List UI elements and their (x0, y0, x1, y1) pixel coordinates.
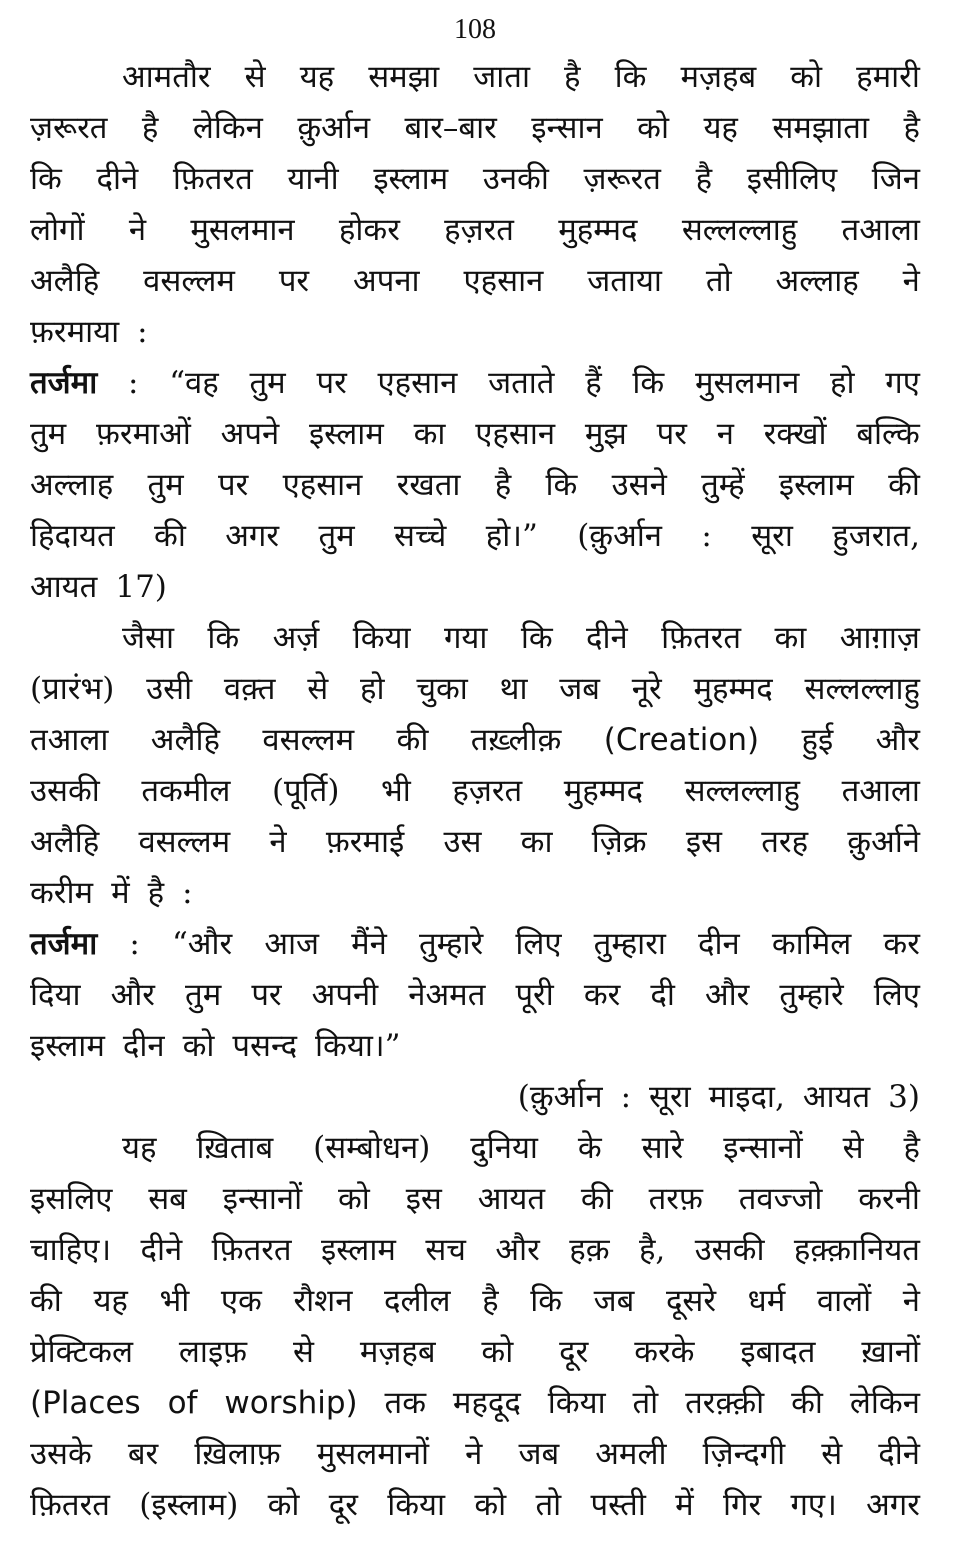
word: सूरा (751, 518, 793, 554)
word: है (494, 467, 512, 503)
word: कि (30, 161, 62, 197)
word: यह (122, 1130, 157, 1166)
word: इन्सानों (222, 1181, 303, 1217)
word: सच्चे (394, 518, 447, 554)
word: : (129, 926, 140, 962)
word: जताते (488, 365, 555, 401)
word: मुझ (584, 416, 627, 452)
word: महदूद (452, 1385, 521, 1421)
word: फ़ितरत (211, 1232, 292, 1268)
word: ने (269, 824, 287, 860)
word: तवज्जो (738, 1181, 823, 1217)
word: एहसान (377, 365, 458, 401)
word: फ़ितरत (172, 161, 253, 197)
page-number: 108 (454, 14, 496, 45)
word: को (637, 110, 669, 146)
word: उसकी (30, 773, 100, 809)
word: ख़िलाफ़ (194, 1436, 281, 1472)
word: रक्खों (763, 416, 827, 452)
word: इसीलिए (746, 161, 838, 197)
word: धर्म (747, 1283, 786, 1319)
word: की (791, 1385, 823, 1421)
word: है, (638, 1232, 666, 1268)
word: फ़रमाई (325, 824, 405, 860)
word: तो (705, 263, 732, 299)
word: से (292, 1334, 314, 1370)
word: फ़रमाओं (96, 416, 191, 452)
text-line (30, 919, 920, 970)
word: मैंने (351, 926, 387, 962)
word: के (577, 1130, 602, 1166)
word: की (30, 1283, 62, 1319)
word: होकर (338, 212, 400, 248)
word: अर्ज़ (272, 620, 320, 656)
word: अलैहि (30, 824, 100, 860)
word: हज़रत (444, 212, 514, 248)
word: उनकी (482, 161, 549, 197)
word: उसके (30, 1436, 92, 1472)
page-body-text (30, 52, 920, 1531)
word: तर्जमा (30, 365, 98, 401)
word: है (903, 1130, 920, 1166)
word: तुम्हें (701, 467, 745, 503)
word: लाइफ़ (178, 1334, 248, 1370)
word: पूरी (515, 977, 554, 1013)
word: दी (650, 977, 675, 1013)
word: किया (547, 1385, 606, 1421)
word: सल्लल्लाहु (684, 773, 801, 809)
text-line (30, 307, 920, 358)
word: अलैहि (150, 722, 220, 758)
word: कि (530, 1283, 563, 1319)
word: की (396, 722, 429, 758)
text-line (30, 52, 920, 103)
word: यह (299, 59, 335, 95)
word: हुजरात, (832, 518, 920, 554)
word: सल्लल्लाहु (681, 212, 798, 248)
word: एहसान (282, 467, 363, 503)
word: लोगों (30, 212, 85, 248)
word: मुसलमान (190, 212, 295, 248)
word: कि (614, 59, 647, 95)
word: तआला (841, 212, 920, 248)
word: अल्लाह (30, 467, 114, 503)
word: भी (159, 1283, 190, 1319)
word: तुम (249, 365, 286, 401)
word: (प्रारंभ) (30, 671, 115, 707)
text-line (30, 715, 920, 766)
word: हज़रत (452, 773, 523, 809)
text-line (30, 613, 920, 664)
word: तो (535, 1487, 562, 1523)
word: 17) (115, 569, 167, 605)
word: अमली (595, 1436, 667, 1472)
word: अपने (220, 416, 280, 452)
word: दीने (96, 161, 139, 197)
word: किया (352, 620, 411, 656)
text-line (30, 562, 920, 613)
word: करके (634, 1334, 695, 1370)
word: हक़ (569, 1232, 610, 1268)
word: इस्लाम (30, 1028, 105, 1064)
word: तुम (30, 416, 67, 452)
word: अपनी (311, 977, 379, 1013)
word: है (564, 59, 581, 95)
text-line (30, 256, 920, 307)
word: और (495, 1232, 540, 1268)
word: ख़ानों (861, 1334, 920, 1370)
word: था (499, 671, 528, 707)
word: उसकी (694, 1232, 765, 1268)
word: हो (830, 365, 855, 401)
word: : (182, 875, 193, 911)
text-line (30, 1225, 920, 1276)
word: हैं (585, 365, 602, 401)
word: अल्लाह (775, 263, 859, 299)
word: मुसलमानों (316, 1436, 430, 1472)
word: को (481, 1334, 514, 1370)
word: तर्जमा (30, 926, 98, 962)
word: “वह (169, 365, 219, 401)
text-line (30, 409, 920, 460)
word: दीने (878, 1436, 920, 1472)
word: आयत (802, 1079, 871, 1115)
word: माइदा, (708, 1079, 785, 1115)
word: किया।” (315, 1028, 401, 1064)
word: तक (384, 1385, 427, 1421)
word: यानी (287, 161, 339, 197)
word: किया (387, 1487, 446, 1523)
word: इन्सान (531, 110, 603, 146)
word: : (620, 1079, 632, 1115)
word: तुम्हारे (419, 926, 484, 962)
word: मुहम्मद (563, 773, 644, 809)
word: को (790, 59, 823, 95)
word: तुम (318, 518, 355, 554)
word: ज़रूरत (583, 161, 661, 197)
word: आज (264, 926, 320, 962)
word: न (716, 416, 734, 452)
word: करनी (858, 1181, 920, 1217)
word: ज़िन्दगी (702, 1436, 786, 1472)
word: अगर (866, 1487, 920, 1523)
word: फ़ितरत (661, 620, 742, 656)
word: तुम्हारा (593, 926, 666, 962)
word: (क़ुर्आन (577, 518, 662, 554)
word: लेकिन (849, 1385, 920, 1421)
word: जब (518, 1436, 560, 1472)
word: चाहिए। (30, 1232, 112, 1268)
text-line (30, 868, 920, 919)
word: फ़ितरत (30, 1487, 110, 1523)
word: कि (207, 620, 240, 656)
word: of (167, 1385, 198, 1421)
word: की (154, 518, 186, 554)
document-page (30, 8, 920, 1531)
word: है (695, 161, 713, 197)
word: में (111, 875, 130, 911)
word: उसी (146, 671, 193, 707)
word: उसने (611, 467, 667, 503)
word: नेअमत (408, 977, 486, 1013)
text-line (30, 817, 920, 868)
word: है (147, 875, 165, 911)
word: और (110, 977, 155, 1013)
word: ने (902, 263, 920, 299)
word: से (244, 59, 266, 95)
word: इस्लाम (778, 467, 854, 503)
word: कि (632, 365, 665, 401)
word: ने (465, 1436, 483, 1472)
word: (Creation) (603, 722, 760, 758)
word: सारे (641, 1130, 684, 1166)
word: अपना (353, 263, 420, 299)
word: आयत (477, 1181, 546, 1217)
word: हिदायत (30, 518, 115, 554)
word: ख़िताब (196, 1130, 274, 1166)
word: तआला (841, 773, 920, 809)
word: सच (425, 1232, 466, 1268)
word: अगर (225, 518, 280, 554)
word: एहसान (475, 416, 556, 452)
word: सल्लल्लाहु (804, 671, 920, 707)
word: में (675, 1487, 694, 1523)
word: कामिल (771, 926, 852, 962)
word: दूर (328, 1487, 358, 1523)
word: लिए (515, 926, 562, 962)
word: तख़्लीक़ (470, 722, 562, 758)
word: आग़ाज़ (839, 620, 920, 656)
word: ने (902, 1283, 920, 1319)
word: है (482, 1283, 499, 1319)
word: जब (593, 1283, 635, 1319)
word: पर (218, 467, 249, 503)
word: हुई (801, 722, 834, 758)
word: ज़रूरत (30, 110, 108, 146)
word: समझा (368, 59, 440, 95)
word: पस्ती (590, 1487, 646, 1523)
word: जैसा (122, 620, 174, 656)
word: नूरे (631, 671, 662, 707)
word: दुनिया (470, 1130, 538, 1166)
word: कि (520, 620, 553, 656)
word: बल्कि (856, 416, 920, 452)
word: गए (885, 365, 920, 401)
word: “और (171, 926, 233, 962)
word: चुका (416, 671, 468, 707)
text-line (30, 1174, 920, 1225)
word: हो।” (485, 518, 538, 554)
word: कि (545, 467, 578, 503)
word: लेकिन (192, 110, 263, 146)
text-line (30, 1276, 920, 1327)
word: तरफ़ (648, 1181, 703, 1217)
word: क़ुर्आन (297, 110, 371, 146)
text-line (30, 154, 920, 205)
word: रौशन (293, 1283, 353, 1319)
text-line (30, 1123, 920, 1174)
word: पर (251, 977, 282, 1013)
word: क़ुर्आने (847, 824, 920, 860)
word: वसल्लम (138, 824, 231, 860)
word: का (774, 620, 807, 656)
word: दूसरे (665, 1283, 717, 1319)
word: आयत (30, 569, 98, 605)
word: इन्सानों (723, 1130, 803, 1166)
word: दूर (559, 1334, 589, 1370)
word: कर (583, 977, 621, 1013)
word: इस (405, 1181, 442, 1217)
word: मज़हब (359, 1334, 436, 1370)
word: गिर (723, 1487, 762, 1523)
word: बार–बार (404, 110, 497, 146)
word: हक़्क़ानियत (793, 1232, 920, 1268)
word: एक (220, 1283, 262, 1319)
word: प्रेक्टिकल (30, 1334, 134, 1370)
word: वसल्लम (143, 263, 235, 299)
text-line (30, 766, 920, 817)
word: यह (93, 1283, 128, 1319)
word: पसन्द (232, 1028, 298, 1064)
word: दलील (384, 1283, 451, 1319)
text-line (30, 1327, 920, 1378)
word: पर (278, 263, 310, 299)
word: इस्लाम (373, 161, 449, 197)
word: इसलिए (30, 1181, 113, 1217)
text-line (30, 205, 920, 256)
word: दीने (140, 1232, 183, 1268)
word: पर (656, 416, 687, 452)
word: को (338, 1181, 370, 1217)
word: तुम्हारे (779, 977, 844, 1013)
word: जब (559, 671, 600, 707)
word: जताया (587, 263, 662, 299)
word: वसल्लम (262, 722, 355, 758)
word: दिया (30, 977, 81, 1013)
word: हमारी (856, 59, 920, 95)
word: सूरा (649, 1079, 691, 1115)
word: दीन (698, 926, 740, 962)
word: तरक़्क़ी (685, 1385, 765, 1421)
word: (क़ुर्आन (517, 1079, 603, 1115)
word: (पूर्ति) (271, 773, 340, 809)
text-line (30, 460, 920, 511)
word: से (307, 671, 329, 707)
word: ज़िक्र (591, 824, 647, 860)
word: वालों (816, 1283, 872, 1319)
word: समझाता (772, 110, 870, 146)
word: और (704, 977, 750, 1013)
word: को (267, 1487, 300, 1523)
text-line (30, 358, 920, 409)
word: यह (703, 110, 738, 146)
word: मज़हब (680, 59, 757, 95)
word: दीने (586, 620, 628, 656)
word: से (842, 1130, 864, 1166)
word: लिए (873, 977, 920, 1013)
word: इबादत (740, 1334, 816, 1370)
word: (Places (30, 1385, 141, 1421)
word: worship) (224, 1385, 358, 1421)
word: का (413, 416, 446, 452)
text-line (30, 970, 920, 1021)
text-line (30, 1021, 920, 1072)
word: आमतौर (122, 59, 211, 95)
text-line (30, 1429, 920, 1480)
word: की (580, 1181, 613, 1217)
text-line (30, 664, 920, 715)
word: : (137, 314, 148, 350)
word: पर (316, 365, 347, 401)
word: गया (443, 620, 488, 656)
word: जिन (871, 161, 920, 197)
word: उस (443, 824, 482, 860)
text-line (30, 1072, 920, 1123)
word: भी (381, 773, 411, 809)
word: से (821, 1436, 843, 1472)
word: तरह (761, 824, 809, 860)
word: मुहम्मद (558, 212, 638, 248)
word: (इस्लाम) (139, 1487, 239, 1523)
word: करीम (30, 875, 94, 911)
word: तुम (147, 467, 184, 503)
word: : (128, 365, 139, 401)
word: और (875, 722, 920, 758)
word: (सम्बोधन) (313, 1130, 431, 1166)
word: इस्लाम (308, 416, 384, 452)
word: 3) (888, 1079, 920, 1115)
word: हो (360, 671, 385, 707)
word: है (903, 110, 920, 146)
word: अलैहि (30, 263, 100, 299)
word: दीन (122, 1028, 165, 1064)
word: जाता (473, 59, 530, 95)
word: तुम (185, 977, 222, 1013)
word: इस (685, 824, 722, 860)
word: सब (148, 1181, 187, 1217)
text-line (30, 511, 920, 562)
word: कर (883, 926, 920, 962)
word: बर (127, 1436, 159, 1472)
word: मुसलमान (695, 365, 800, 401)
text-line (30, 1480, 920, 1531)
text-line (30, 1378, 920, 1429)
word: की (888, 467, 920, 503)
word: गए। (790, 1487, 837, 1523)
word: का (520, 824, 553, 860)
word: तआला (30, 722, 109, 758)
word: इस्लाम (321, 1232, 396, 1268)
word: रखता (396, 467, 461, 503)
text-line (30, 103, 920, 154)
word: तो (632, 1385, 659, 1421)
word: वक़्त (223, 671, 276, 707)
word: ने (128, 212, 147, 248)
word: फ़रमाया (30, 314, 120, 350)
word: एहसान (463, 263, 544, 299)
word: मुहम्मद (693, 671, 773, 707)
word: को (474, 1487, 507, 1523)
word: : (701, 518, 712, 554)
word: तकमील (141, 773, 231, 809)
word: को (182, 1028, 215, 1064)
word: है (141, 110, 159, 146)
